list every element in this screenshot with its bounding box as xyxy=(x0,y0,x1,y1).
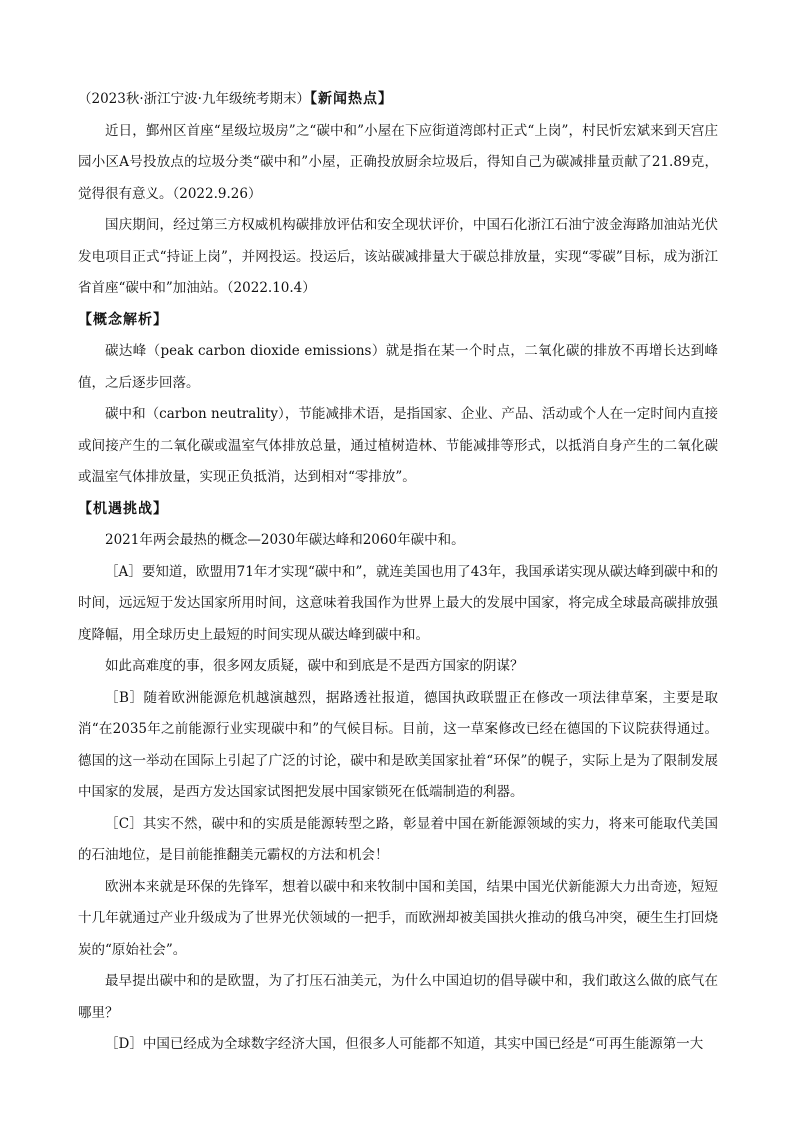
challenge-paragraph-1: 2021年两会最热的概念—2030年碳达峰和2060年碳中和。 xyxy=(105,532,465,548)
news-section xyxy=(78,84,718,305)
concept-section xyxy=(78,305,718,494)
concept-paragraph-2: 碳中和（carbon neutrality），节能减排术语，是指国家、企业、产品、活动或个人在一定时间内直接或间接产生的二氧化碳或温室气体排放总量，通过植树造林、节能减排等形式，以抵消自身产生的二氧化碳或温室气体排放量，实现正负抵消，达到相对“零排放”。 xyxy=(78,406,718,485)
concept-title: 【概念解析】 xyxy=(78,311,168,328)
challenge-paragraph-7: 最早提出碳中和的是欧盟，为了打压石油美元，为什么中国迫切的倡导碳中和，我们敢这么做的底气在哪里？ xyxy=(78,973,718,1021)
concept-paragraph-1: 碳达峰（peak carbon dioxide emissions）就是指在某一个时点，二氧化碳的排放不再增长达到峰值，之后逐步回落。 xyxy=(78,343,718,391)
exam-source: （2023秋·浙江宁波·九年级统考期末） xyxy=(78,91,310,107)
challenge-paragraph-d: ［D］中国已经成为全球数字经济大国，但很多人可能都不知道，其实中国已经是“可再生能源第一大 xyxy=(105,1036,704,1052)
document-body xyxy=(78,84,718,1061)
news-paragraph-1: 近日，鄞州区首座“星级垃圾房”之“碳中和”小屋在下应街道湾郎村正式“上岗”，村民忻宏斌来到天宫庄园小区A号投放点的垃圾分类“碳中和”小屋，正确投放厨余垃圾后，得知自己为碳减排量贡献了21.89克，觉得很有意义。（2022.9.26） xyxy=(78,122,718,202)
challenge-paragraph-c: ［C］其实不然，碳中和的实质是能源转型之路，彰显着中国在新能源领域的实力，将来可能取代美国的石油地位，是目前能推翻美元霸权的方法和机会！ xyxy=(78,815,718,863)
challenge-paragraph-b: ［B］随着欧洲能源危机越演越烈，据路透社报道，德国执政联盟正在修改一项法律草案，主要是取消“在2035年之前能源行业实现碳中和”的气候目标。目前，这一草案修改已经在德国的下议院获得通过。德国的这一举动在国际上引起了广泛的讨论，碳中和是欧美国家扯着“环保”的幌子，实际上是为了限制发展中国家的发展，是西方发达国家试图把发展中国家锁死在低端制造的利器。 xyxy=(78,689,718,800)
challenge-section xyxy=(78,494,718,1061)
challenge-paragraph-3: 如此高难度的事，很多网友质疑，碳中和到底是不是西方国家的阴谋？ xyxy=(105,658,524,674)
news-title: 【新闻热点】 xyxy=(309,91,393,107)
source-header xyxy=(78,84,718,116)
challenge-title: 【机遇挑战】 xyxy=(78,500,168,517)
challenge-paragraph-a: ［A］要知道，欧盟用71年才实现“碳中和”，就连美国也用了43年，我国承诺实现从碳达峰到碳中和的时间，远远短于发达国家所用时间，这意味着我国作为世界上最大的发展中国家，将完成全球最高碳排放强度降幅，用全球历史上最短的时间实现从碳达峰到碳中和。 xyxy=(78,563,718,643)
challenge-paragraph-6: 欧洲本来就是环保的先锋军，想着以碳中和来牧制中国和美国，结果中国光伏新能源大力出奇迹，短短十几年就通过产业升级成为了世界光伏领域的一把手，而欧洲却被美国拱火推动的俄乌冲突，硬生生打回烧炭的“原始社会”。 xyxy=(78,878,718,958)
news-paragraph-2: 国庆期间，经过第三方权威机构碳排放评估和安全现状评价，中国石化浙江石油宁波金海路加油站光伏发电项目正式“持证上岗”，并网投运。投运后，该站碳减排量大于碳总排放量，实现“零碳”目标，成为浙江省首座“碳中和”加油站。（2022.10.4） xyxy=(78,217,718,296)
